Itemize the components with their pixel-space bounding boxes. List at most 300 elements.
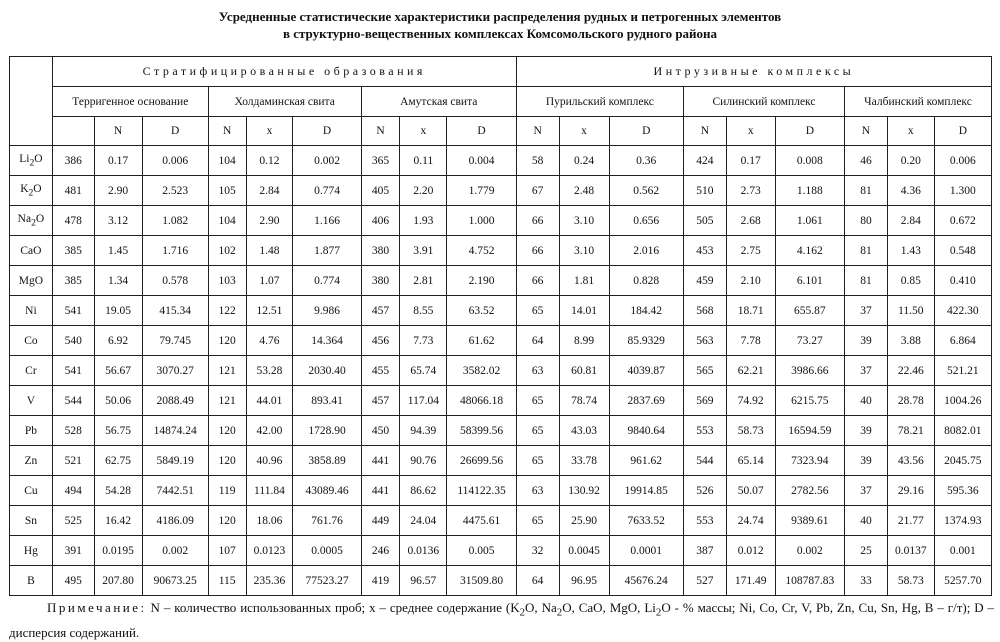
table-cell: 207.80 <box>94 566 142 596</box>
table-cell: 37 <box>845 356 888 386</box>
table-cell: 1.07 <box>246 266 293 296</box>
table-cell: 521.21 <box>934 356 991 386</box>
table-cell: 2782.56 <box>775 476 844 506</box>
table-cell: 39 <box>845 416 888 446</box>
table-cell: 3986.66 <box>775 356 844 386</box>
table-cell: 3.10 <box>559 206 609 236</box>
document-title <box>0 8 1000 42</box>
table-cell: 419 <box>361 566 400 596</box>
table-cell: 4475.61 <box>447 506 516 536</box>
table-cell: 544 <box>683 446 726 476</box>
table-cell: 1.93 <box>400 206 447 236</box>
table-cell: 595.36 <box>934 476 991 506</box>
table-cell: 761.76 <box>293 506 361 536</box>
table-cell: 104 <box>208 146 246 176</box>
table-cell: 495 <box>52 566 94 596</box>
table-cell: 0.24 <box>559 146 609 176</box>
table-cell: 114122.35 <box>447 476 516 506</box>
table-cell: 3582.02 <box>447 356 516 386</box>
table-cell: 2.48 <box>559 176 609 206</box>
element-symbol: Co <box>24 334 38 347</box>
table-cell: 32 <box>516 536 559 566</box>
element-symbol: Hg <box>23 544 38 557</box>
element-subscript: 2 <box>28 187 34 199</box>
table-cell: 65 <box>516 386 559 416</box>
table-cell: 1.48 <box>246 236 293 266</box>
table-cell: 0.0136 <box>400 536 447 566</box>
table-cell: 478 <box>52 206 94 236</box>
table-cell: 8.99 <box>559 326 609 356</box>
element-suffix: O <box>35 212 45 225</box>
table-cell: 521 <box>52 446 94 476</box>
table-cell: 6.92 <box>94 326 142 356</box>
table-cell: 0.002 <box>293 146 361 176</box>
table-cell: 19.05 <box>94 296 142 326</box>
table-cell: 553 <box>683 416 726 446</box>
table-cell: 33.78 <box>559 446 609 476</box>
column-header: N <box>208 117 246 146</box>
element-symbol: Li <box>19 152 30 165</box>
row-label <box>10 476 53 506</box>
table-cell: 527 <box>683 566 726 596</box>
table-cell: 1.716 <box>142 236 208 266</box>
row-label <box>10 236 53 266</box>
table-cell: 111.84 <box>246 476 293 506</box>
table-cell: 37 <box>845 296 888 326</box>
table-cell: 1004.26 <box>934 386 991 416</box>
complex-header: Холдаминская свита <box>208 87 361 117</box>
table-cell: 424 <box>683 146 726 176</box>
row-label <box>10 146 53 176</box>
table-cell: 9840.64 <box>609 416 683 446</box>
table-cell: 18.71 <box>726 296 775 326</box>
table-cell: 2.10 <box>726 266 775 296</box>
table-cell: 39 <box>845 446 888 476</box>
table-cell: 121 <box>208 356 246 386</box>
table-cell: 65 <box>516 416 559 446</box>
table-cell: 0.548 <box>934 236 991 266</box>
table-cell: 25.90 <box>559 506 609 536</box>
table-cell: 449 <box>361 506 400 536</box>
table-row <box>10 296 992 326</box>
table-row <box>10 386 992 416</box>
element-suffix: O <box>34 152 43 165</box>
table-row <box>10 416 992 446</box>
column-header: x <box>559 117 609 146</box>
element-subscript: 2 <box>29 157 35 169</box>
table-cell: 81 <box>845 176 888 206</box>
table-cell: 4186.09 <box>142 506 208 536</box>
row-label <box>10 206 53 236</box>
table-cell: 235.36 <box>246 566 293 596</box>
table-row <box>10 146 992 176</box>
element-symbol: Zn <box>24 454 38 467</box>
table-cell: 37 <box>845 476 888 506</box>
table-cell: 65.14 <box>726 446 775 476</box>
complex-header: Терригенное основание <box>52 87 208 117</box>
table-cell: 380 <box>361 236 400 266</box>
table-cell: 85.9329 <box>609 326 683 356</box>
table-cell: 44.01 <box>246 386 293 416</box>
table-cell: 7.73 <box>400 326 447 356</box>
table-cell: 78.21 <box>887 416 934 446</box>
table-cell: 22.46 <box>887 356 934 386</box>
table-cell: 65 <box>516 506 559 536</box>
table-cell: 62.21 <box>726 356 775 386</box>
table-cell: 1374.93 <box>934 506 991 536</box>
table-cell: 65 <box>516 296 559 326</box>
column-header: D <box>447 117 516 146</box>
row-label <box>10 446 53 476</box>
table-cell: 0.656 <box>609 206 683 236</box>
table-cell: 525 <box>52 506 94 536</box>
table-cell: 0.005 <box>447 536 516 566</box>
table-cell: 120 <box>208 326 246 356</box>
table-cell: 80 <box>845 206 888 236</box>
table-cell: 1.188 <box>775 176 844 206</box>
element-symbol: B <box>27 574 35 587</box>
table-row <box>10 266 992 296</box>
table-cell: 39 <box>845 326 888 356</box>
table-cell: 122 <box>208 296 246 326</box>
table-cell: 64 <box>516 566 559 596</box>
table-cell: 96.95 <box>559 566 609 596</box>
table-cell: 0.0045 <box>559 536 609 566</box>
table-cell: 528 <box>52 416 94 446</box>
table-cell: 0.17 <box>726 146 775 176</box>
table-cell: 3.91 <box>400 236 447 266</box>
table-cell: 79.745 <box>142 326 208 356</box>
table-cell: 21.77 <box>887 506 934 536</box>
row-label <box>10 386 53 416</box>
table-cell: 391 <box>52 536 94 566</box>
complex-header: Пурильский комплекс <box>516 87 683 117</box>
table-cell: 0.36 <box>609 146 683 176</box>
table-cell: 0.002 <box>775 536 844 566</box>
table-cell: 33 <box>845 566 888 596</box>
table-cell: 31509.80 <box>447 566 516 596</box>
row-label <box>10 506 53 536</box>
table-row <box>10 236 992 266</box>
table-cell: 105 <box>208 176 246 206</box>
title-line-2: в структурно-вещественных комплексах Комсомольского рудного района <box>282 26 718 41</box>
table-cell: 104 <box>208 206 246 236</box>
column-header: N <box>845 117 888 146</box>
note-text: N – количество использованных проб; x – среднее содержание (K <box>146 600 520 615</box>
table-cell: 0.006 <box>934 146 991 176</box>
table-cell: 510 <box>683 176 726 206</box>
table-cell: 565 <box>683 356 726 386</box>
table-cell: 2.523 <box>142 176 208 206</box>
table-cell: 0.0195 <box>94 536 142 566</box>
table-cell: 43.03 <box>559 416 609 446</box>
table-cell: 184.42 <box>609 296 683 326</box>
title-line-1: Усредненные статистические характеристики распределения рудных и петрогенных элементов <box>218 9 782 24</box>
table-cell: 4.76 <box>246 326 293 356</box>
table-cell: 544 <box>52 386 94 416</box>
table-cell: 46 <box>845 146 888 176</box>
table-cell: 18.06 <box>246 506 293 536</box>
table-cell: 0.008 <box>775 146 844 176</box>
table-cell: 58399.56 <box>447 416 516 446</box>
table-cell: 16594.59 <box>775 416 844 446</box>
table-cell: 78.74 <box>559 386 609 416</box>
element-symbol: Pb <box>24 424 37 437</box>
element-symbol: MgO <box>18 274 44 287</box>
table-cell: 25 <box>845 536 888 566</box>
table-cell: 19914.85 <box>609 476 683 506</box>
table-cell: 1.166 <box>293 206 361 236</box>
table-cell: 48066.18 <box>447 386 516 416</box>
table-cell: 505 <box>683 206 726 236</box>
table-cell: 65.74 <box>400 356 447 386</box>
table-row <box>10 356 992 386</box>
table-cell: 14874.24 <box>142 416 208 446</box>
table-cell: 120 <box>208 446 246 476</box>
table-cell: 481 <box>52 176 94 206</box>
table-row <box>10 566 992 596</box>
table-cell: 0.578 <box>142 266 208 296</box>
table-cell: 171.49 <box>726 566 775 596</box>
element-symbol: Cu <box>24 484 38 497</box>
table-cell: 2.73 <box>726 176 775 206</box>
table-cell: 1.300 <box>934 176 991 206</box>
table-cell: 62.75 <box>94 446 142 476</box>
row-label <box>10 536 53 566</box>
table-cell: 961.62 <box>609 446 683 476</box>
table-cell: 1.061 <box>775 206 844 236</box>
table-cell: 66 <box>516 236 559 266</box>
table-cell: 64 <box>516 326 559 356</box>
note-subscript: 2 <box>655 606 662 619</box>
table-cell: 1.43 <box>887 236 934 266</box>
table-cell: 526 <box>683 476 726 506</box>
table-cell: 453 <box>683 236 726 266</box>
table-cell: 119 <box>208 476 246 506</box>
table-cell: 1.81 <box>559 266 609 296</box>
table-cell: 11.50 <box>887 296 934 326</box>
table-row <box>10 446 992 476</box>
column-header: N <box>683 117 726 146</box>
table-cell: 50.06 <box>94 386 142 416</box>
table-row <box>10 206 992 236</box>
table-cell: 3.88 <box>887 326 934 356</box>
table-cell: 2.90 <box>246 206 293 236</box>
table-cell: 2.20 <box>400 176 447 206</box>
table-cell: 246 <box>361 536 400 566</box>
statistics-table <box>9 56 992 596</box>
table-row <box>10 176 992 206</box>
table-cell: 61.62 <box>447 326 516 356</box>
row-label <box>10 176 53 206</box>
table-cell: 16.42 <box>94 506 142 536</box>
table-cell: 415.34 <box>142 296 208 326</box>
table-cell: 96.57 <box>400 566 447 596</box>
table-cell: 1728.90 <box>293 416 361 446</box>
element-symbol: CaO <box>20 244 42 257</box>
table-cell: 2045.75 <box>934 446 991 476</box>
table-cell: 405 <box>361 176 400 206</box>
table-cell: 0.012 <box>726 536 775 566</box>
table-cell: 893.41 <box>293 386 361 416</box>
table-cell: 67 <box>516 176 559 206</box>
table-cell: 60.81 <box>559 356 609 386</box>
table-cell: 1.34 <box>94 266 142 296</box>
table-cell: 0.0001 <box>609 536 683 566</box>
column-header: x <box>726 117 775 146</box>
table-cell: 441 <box>361 446 400 476</box>
table-cell: 90.76 <box>400 446 447 476</box>
table-cell: 0.12 <box>246 146 293 176</box>
table-cell: 0.11 <box>400 146 447 176</box>
table-cell: 0.0137 <box>887 536 934 566</box>
element-symbol: Cr <box>25 364 37 377</box>
table-cell: 81 <box>845 236 888 266</box>
corner-cell <box>10 57 53 146</box>
table-cell: 74.92 <box>726 386 775 416</box>
table-cell: 65 <box>516 446 559 476</box>
column-header: N <box>516 117 559 146</box>
table-cell: 117.04 <box>400 386 447 416</box>
table-cell: 4.162 <box>775 236 844 266</box>
table-cell: 3070.27 <box>142 356 208 386</box>
table-cell: 58.73 <box>726 416 775 446</box>
table-cell: 0.672 <box>934 206 991 236</box>
table-cell: 457 <box>361 296 400 326</box>
table-cell: 0.774 <box>293 176 361 206</box>
table-cell: 365 <box>361 146 400 176</box>
table-cell: 541 <box>52 356 94 386</box>
table-cell: 2.90 <box>94 176 142 206</box>
table-cell: 1.000 <box>447 206 516 236</box>
table-cell: 81 <box>845 266 888 296</box>
table-cell: 9.986 <box>293 296 361 326</box>
table-cell: 0.001 <box>934 536 991 566</box>
table-cell: 40.96 <box>246 446 293 476</box>
table-cell: 5849.19 <box>142 446 208 476</box>
table-cell: 24.74 <box>726 506 775 536</box>
table-cell: 63 <box>516 356 559 386</box>
table-row <box>10 476 992 506</box>
table-cell: 45676.24 <box>609 566 683 596</box>
table-cell: 456 <box>361 326 400 356</box>
table-cell: 8082.01 <box>934 416 991 446</box>
table-cell: 90673.25 <box>142 566 208 596</box>
table-cell: 655.87 <box>775 296 844 326</box>
table-cell: 541 <box>52 296 94 326</box>
table-cell: 2.75 <box>726 236 775 266</box>
note-lead: Примечание: <box>47 600 147 615</box>
table-cell: 3.10 <box>559 236 609 266</box>
table-cell: 73.27 <box>775 326 844 356</box>
column-header: N <box>361 117 400 146</box>
table-cell: 459 <box>683 266 726 296</box>
table-cell: 386 <box>52 146 94 176</box>
table-cell: 2.84 <box>887 206 934 236</box>
table-cell: 120 <box>208 416 246 446</box>
table-cell: 5257.70 <box>934 566 991 596</box>
table-cell: 24.04 <box>400 506 447 536</box>
column-header: x <box>400 117 447 146</box>
table-cell: 8.55 <box>400 296 447 326</box>
table-cell: 2.016 <box>609 236 683 266</box>
table-cell: 385 <box>52 236 94 266</box>
column-header: N <box>94 117 142 146</box>
table-cell: 7442.51 <box>142 476 208 506</box>
table-cell: 540 <box>52 326 94 356</box>
table-cell: 9389.61 <box>775 506 844 536</box>
table-cell: 28.78 <box>887 386 934 416</box>
table-cell: 14.01 <box>559 296 609 326</box>
table-cell: 58 <box>516 146 559 176</box>
table-cell: 58.73 <box>887 566 934 596</box>
table-cell: 385 <box>52 266 94 296</box>
table-cell: 422.30 <box>934 296 991 326</box>
table-cell: 77523.27 <box>293 566 361 596</box>
column-header-empty <box>52 117 94 146</box>
table-cell: 4.36 <box>887 176 934 206</box>
table-cell: 2.68 <box>726 206 775 236</box>
table-cell: 441 <box>361 476 400 506</box>
column-header: D <box>775 117 844 146</box>
table-cell: 2.190 <box>447 266 516 296</box>
table-row <box>10 506 992 536</box>
note-text: O - % массы; Ni, Co, Cr, V, Pb, Zn, Cu, Sn, Hg, B – г/т); D – дисперсия содержаний. <box>9 600 995 640</box>
table-cell: 66 <box>516 266 559 296</box>
table-cell: 130.92 <box>559 476 609 506</box>
table-cell: 94.39 <box>400 416 447 446</box>
table-cell: 2088.49 <box>142 386 208 416</box>
row-label <box>10 566 53 596</box>
table-cell: 53.28 <box>246 356 293 386</box>
table-cell: 450 <box>361 416 400 446</box>
table-cell: 569 <box>683 386 726 416</box>
table-cell: 1.779 <box>447 176 516 206</box>
table-cell: 86.62 <box>400 476 447 506</box>
table-cell: 7633.52 <box>609 506 683 536</box>
table-row <box>10 536 992 566</box>
complex-header: Чалбинский комплекс <box>845 87 992 117</box>
table-cell: 0.85 <box>887 266 934 296</box>
table-cell: 102 <box>208 236 246 266</box>
row-label <box>10 266 53 296</box>
table-cell: 56.75 <box>94 416 142 446</box>
note-subscript: 2 <box>519 606 526 619</box>
table-cell: 7323.94 <box>775 446 844 476</box>
table-cell: 7.78 <box>726 326 775 356</box>
table-cell: 42.00 <box>246 416 293 446</box>
table-cell: 1.082 <box>142 206 208 236</box>
element-suffix: O <box>33 182 42 195</box>
table-cell: 0.006 <box>142 146 208 176</box>
note-text: O, Na <box>525 600 557 615</box>
table-cell: 1.45 <box>94 236 142 266</box>
table-cell: 40 <box>845 386 888 416</box>
table-cell: 6215.75 <box>775 386 844 416</box>
element-symbol: Ni <box>25 304 37 317</box>
table-cell: 380 <box>361 266 400 296</box>
table-cell: 0.410 <box>934 266 991 296</box>
note-subscript: 2 <box>556 606 563 619</box>
table-cell: 563 <box>683 326 726 356</box>
table-cell: 1.877 <box>293 236 361 266</box>
group-header-stratified: Стратифицированные образования <box>52 57 516 87</box>
column-header: D <box>293 117 361 146</box>
table-cell: 0.774 <box>293 266 361 296</box>
table-cell: 455 <box>361 356 400 386</box>
column-header-row <box>10 117 992 146</box>
table-cell: 0.0005 <box>293 536 361 566</box>
